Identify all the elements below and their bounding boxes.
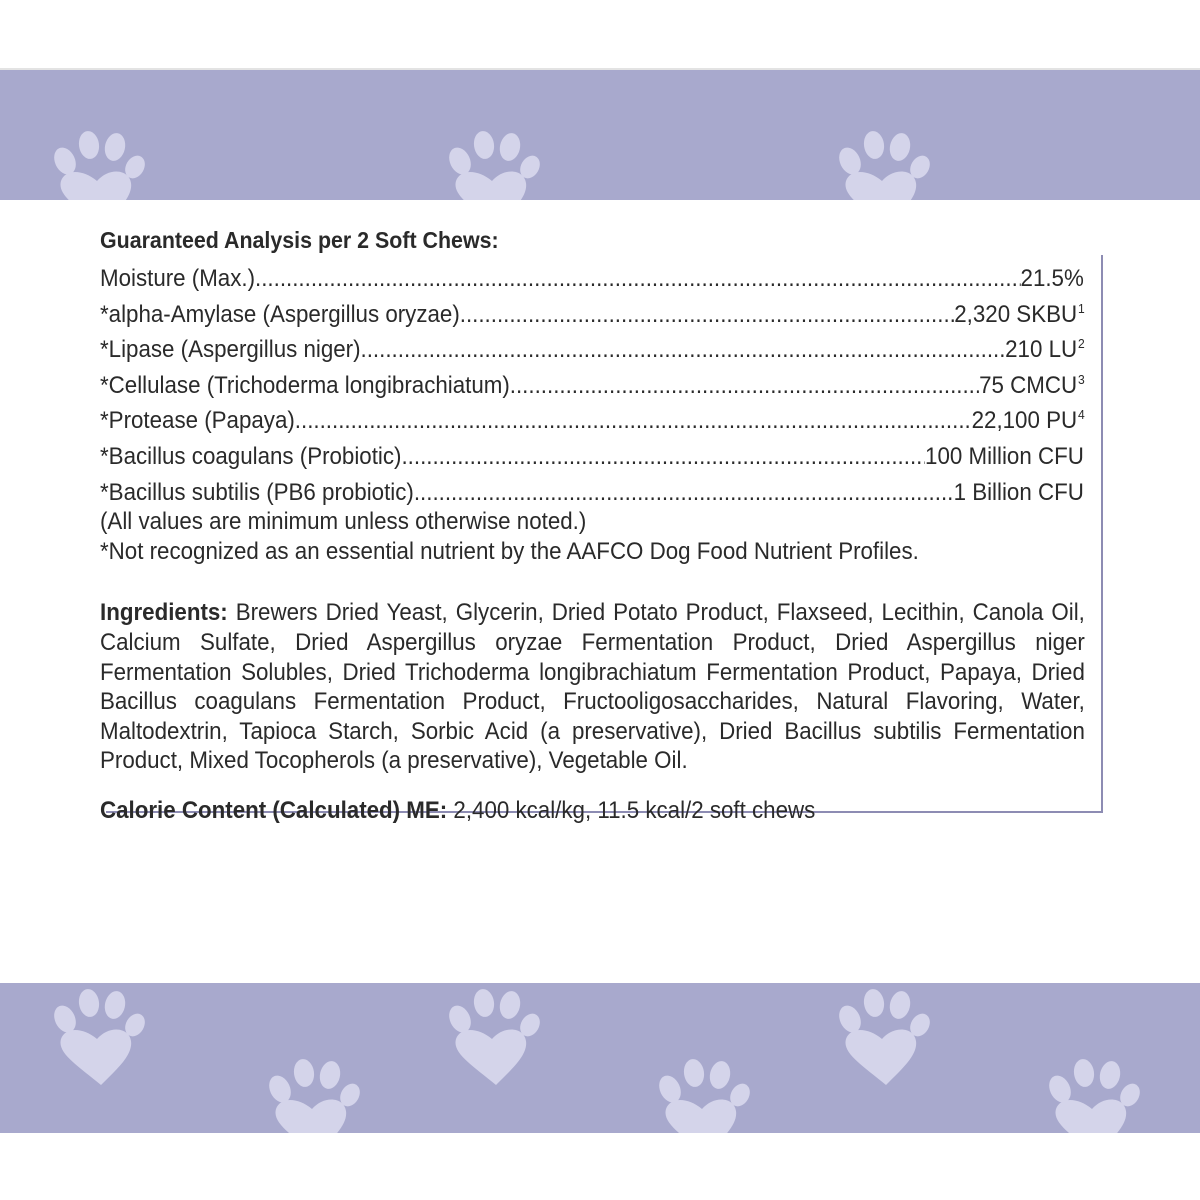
nutrient-value: 75 CMCU$^3$ xyxy=(979,371,1085,399)
leader-dots xyxy=(460,300,954,330)
nutrient-value: 22,100 $PU^4$ xyxy=(971,407,1085,435)
bottom-decorative-band xyxy=(0,983,1200,1133)
analysis-row xyxy=(100,258,1085,294)
panel-border-right xyxy=(1101,255,1103,813)
nutrient-label: *alpha-Amylase (Aspergillus oryzae) xyxy=(100,300,460,328)
top-decorative-band xyxy=(0,68,1200,200)
paw-heart-icon xyxy=(50,130,149,200)
analysis-row xyxy=(100,472,1085,508)
nutrient-label: *Protease (Papaya) xyxy=(100,407,295,435)
paw-pattern-top xyxy=(0,70,1200,200)
paw-heart-icon xyxy=(445,988,544,1085)
paw-heart-icon xyxy=(835,988,934,1085)
paw-heart-icon xyxy=(835,130,934,200)
minimum-values-note: (All values are minimum unless otherwise noted.) xyxy=(100,508,587,536)
nutrient-value: 1 Billion CFU xyxy=(953,478,1084,506)
analysis-heading: Guaranteed Analysis per 2 Soft Chews: xyxy=(100,227,499,253)
nutrient-value: 21.5% xyxy=(1020,265,1084,292)
paw-pattern-bottom xyxy=(0,983,1200,1133)
leader-dots xyxy=(255,264,1021,294)
footnote-marker: 3 xyxy=(1078,371,1085,387)
nutrient-label: *Cellulase (Trichoderma longibrachiatum) xyxy=(100,371,510,399)
analysis-table xyxy=(100,258,1085,507)
calorie-content xyxy=(100,796,1016,826)
analysis-row xyxy=(100,400,1085,436)
aafco-note: *Not recognized as an essential nutrient by the AAFCO Dog Food Nutrient Profiles. xyxy=(100,537,919,565)
analysis-row xyxy=(100,294,1085,330)
nutrient-value: 100 Million CFU xyxy=(925,442,1084,470)
nutrient-value: 2,320 SKBU$^1$ xyxy=(954,300,1085,328)
paw-heart-icon xyxy=(655,1058,754,1133)
nutrient-label: *Lipase (Aspergillus niger) xyxy=(100,336,361,364)
footnote-marker: 4 xyxy=(1078,407,1085,423)
leader-dots xyxy=(401,442,925,472)
paw-heart-icon xyxy=(1045,1058,1144,1133)
ingredients-label: Ingredients: xyxy=(100,599,228,627)
paw-heart-icon xyxy=(50,988,149,1085)
ingredients-text: Brewers Dried Yeast, Glycerin, Dried Potato Product, Flaxseed, Lecithin, Canola Oil, Calcium Sulfate, Dried Aspergillus oryzae Fermentation Product, Dried Aspergillus niger Fermentation Solubles, Dried Trichoderma longibrachiatum Fermentation Product, Papaya, Dried Bacillus coagulans Fermentation Product, Fructooligosaccharides, Natural Flavoring, Water, Maltodextrin, Tapioca Starch, Sorbic Acid (a preservative), Dried Bacillus subtilis Fermentation Product, Mixed Tocopherols (a preservative), Vegetable Oil. xyxy=(100,599,1085,775)
ingredients-paragraph xyxy=(100,598,1085,776)
footnote-marker: 1 xyxy=(1078,300,1085,316)
leader-dots xyxy=(510,371,979,401)
nutrient-value: 210 $LU^2$ xyxy=(1005,336,1085,364)
footnote-marker: 2 xyxy=(1078,336,1085,352)
leader-dots xyxy=(414,478,954,508)
analysis-row xyxy=(100,436,1085,472)
leader-dots xyxy=(295,406,972,436)
nutrient-label: *Bacillus coagulans (Probiotic) xyxy=(100,442,402,470)
analysis-row xyxy=(100,365,1085,401)
analysis-row xyxy=(100,329,1085,365)
label-panel xyxy=(100,225,1085,826)
paw-heart-icon xyxy=(445,130,544,200)
nutrient-label: *Bacillus subtilis (PB6 probiotic) xyxy=(100,478,414,506)
leader-dots xyxy=(361,335,1006,365)
paw-heart-icon xyxy=(265,1058,364,1133)
calorie-text: 2,400 kcal/kg, 11.5 kcal/2 soft chews xyxy=(453,796,816,824)
calorie-label: Calorie Content (Calculated) ME: xyxy=(100,796,448,824)
nutrient-label: Moisture (Max.) xyxy=(100,265,256,292)
